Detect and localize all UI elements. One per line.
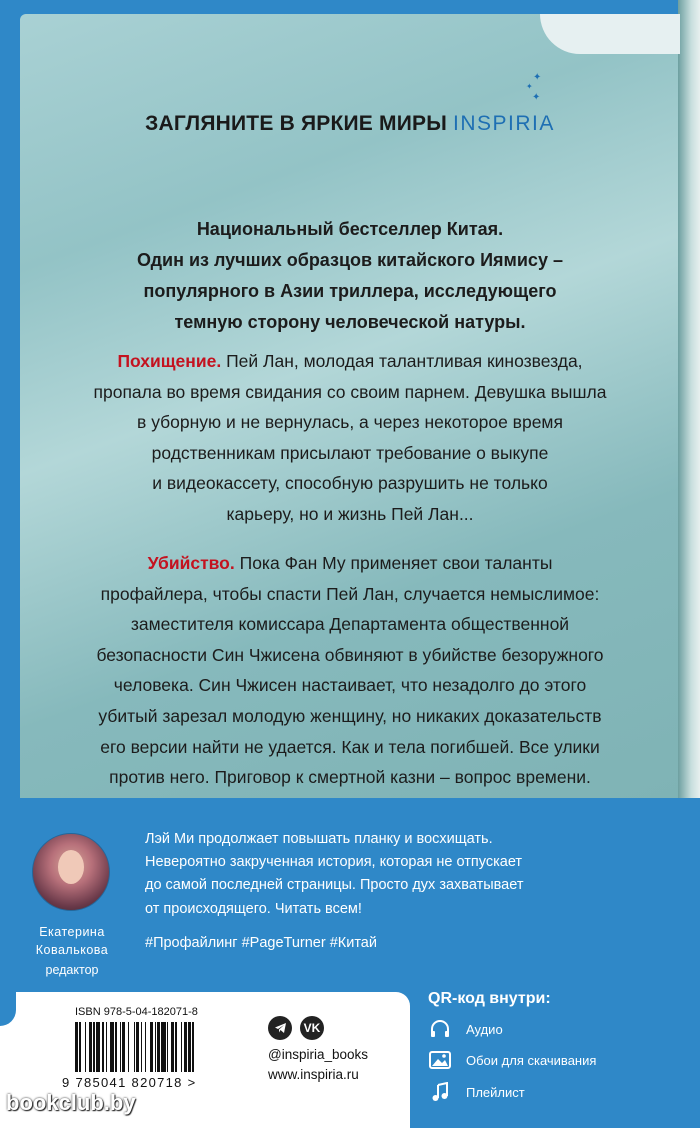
section-text: Пока Фан Му применяет свои таланты [239, 553, 553, 573]
section-line: в уборную и не вернулась, а через некоторое время [137, 412, 563, 433]
sparkle-icon: ✦ [533, 72, 542, 83]
section-line: убитый зарезал молодую женщину, но никаких доказательств [98, 705, 602, 726]
quote-line: от происходящего. Читать всем! [145, 900, 362, 917]
qr-title: QR-код внутри: [428, 990, 551, 1007]
qr-item-label: Плейлист [466, 1084, 525, 1100]
section-line: пропала во время свидания со своим парнем. Девушка вышла [93, 381, 607, 402]
music-note-icon [428, 1081, 452, 1103]
website-link[interactable]: www.inspiria.ru [268, 1067, 359, 1082]
sparkle-icon: ✦ [526, 82, 533, 91]
section-line: человека. Син Чжисен настаивает, что незадолго до этого [113, 675, 587, 696]
section-text: Пей Лан, молодая талантливая кинозвезда, [226, 351, 583, 371]
section-line: безопасности Син Чжисена обвиняют в убийстве безоружного [96, 644, 604, 665]
slogan-text: ЗАГЛЯНИТЕ В ЯРКИЕ МИРЫ [145, 112, 447, 135]
lead-line: темную сторону человеческой натуры. [174, 312, 526, 332]
vk-icon[interactable]: VK [300, 1016, 324, 1040]
brand-logo-text: INSPIRIA [453, 112, 555, 135]
section-line: против него. Приговор к смертной казни – вопрос времени. [109, 767, 591, 788]
section-line: заместителя комиссара Департамента общественной [130, 614, 570, 635]
section-label: Похищение. [117, 351, 222, 371]
qr-item-label: Обои для скачивания [466, 1052, 597, 1068]
qr-item-label: Аудио [466, 1021, 503, 1037]
headphones-icon [428, 1018, 452, 1040]
section-line [60, 548, 640, 579]
editor-role: редактор [45, 963, 99, 977]
barcode-digits: 9 785041 820718 > [62, 1075, 197, 1090]
section-line: его версии найти не удается. Как и тела погибшей. Все улики [100, 736, 600, 757]
decorative-tab [540, 14, 680, 54]
social-handle[interactable]: @inspiria_books [268, 1047, 369, 1062]
barcode-bars [75, 1022, 235, 1072]
site-watermark: bookclub.by [6, 1090, 136, 1115]
section-line: родственникам присылают требование о выкупе [151, 442, 549, 463]
isbn-text: ISBN 978-5-04-182071-8 [75, 1006, 198, 1018]
section-line: и видеокассету, способную разрушить не только [152, 473, 548, 494]
section-line: профайлера, чтобы спасти Пей Лан, случается немыслимое: [100, 583, 600, 604]
section-label: Убийство. [147, 553, 235, 573]
image-icon [428, 1049, 452, 1071]
quote-line: Лэй Ми продолжает повышать планку и восхищать. [145, 831, 493, 847]
qr-item-audio [428, 1018, 503, 1040]
quote-line: до самой последней страницы. Просто дух захватывает [145, 877, 524, 894]
section-line [60, 346, 640, 377]
section-abduction [60, 346, 640, 530]
editor-last-name: Ковалькова [35, 943, 109, 957]
qr-item-playlist [428, 1081, 525, 1103]
series-slogan [0, 112, 700, 136]
section-murder [60, 548, 640, 793]
lead-line: Один из лучших образцов китайского Иямису – [137, 250, 563, 270]
barcode-bar [194, 1022, 197, 1072]
lead-line: популярного в Азии триллера, исследующего [143, 281, 557, 301]
telegram-icon[interactable] [268, 1016, 292, 1040]
editor-first-name: Екатерина [39, 925, 105, 939]
editor-face [58, 850, 84, 884]
social-icons [268, 1016, 324, 1040]
lead-line: Национальный бестселлер Китая. [196, 219, 504, 239]
editor-name [22, 923, 122, 959]
qr-item-wallpapers [428, 1049, 596, 1071]
section-line: карьеру, но и жизнь Пей Лан... [226, 503, 474, 524]
lead-paragraph [60, 214, 640, 338]
quote-line: Невероятно закрученная история, которая не отпускает [145, 854, 523, 871]
editor-quote [145, 828, 675, 921]
hashtags: #Профайлинг #PageTurner #Китай [145, 935, 377, 951]
sparkle-icon: ✦ [532, 92, 541, 103]
